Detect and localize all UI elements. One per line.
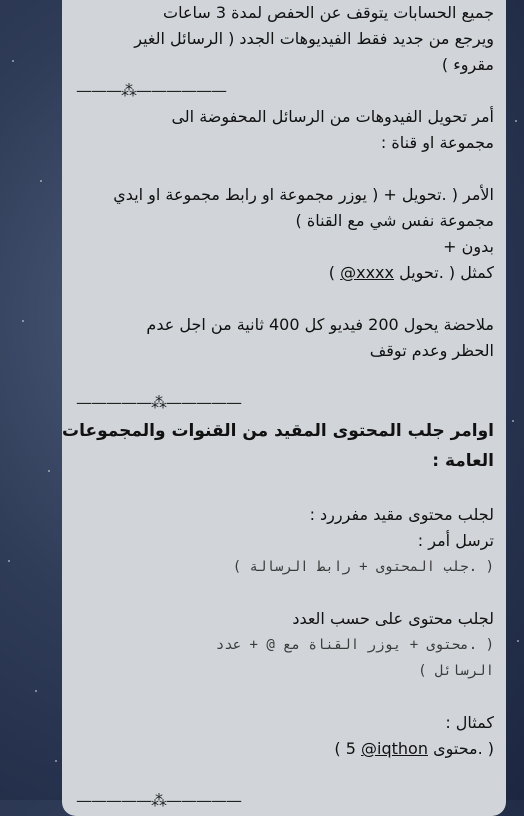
separator: —————⁂—————: [76, 791, 241, 810]
example2-line: [72, 736, 494, 762]
example-line: [72, 260, 494, 286]
count-fetch-command[interactable]: ( .محتوى + يوزر القناة مع @ + عدد: [215, 637, 494, 653]
example-suffix: ): [328, 263, 341, 282]
fetch-title: العامة :: [432, 451, 494, 471]
note-text: الحظر وعدم توقف: [369, 341, 494, 360]
example-mention-link[interactable]: @xxxx: [340, 263, 394, 282]
fetch-title: اوامر جلب المحتوى المقيد من القنوات والمجموعات: [62, 421, 494, 441]
count-fetch-command[interactable]: الرسائل ): [418, 663, 494, 679]
command-text: الأمر ( .تحويل + ( يوزر مجموعة او رابط مجموعة او ايدي: [113, 185, 494, 204]
separator: ———⁂——————: [76, 81, 226, 100]
message-text-line: مقروء ): [441, 55, 494, 74]
message-text-line: ويرجع من جديد فقط الفيديوهات الجدد ( الرسائل الغير: [134, 29, 494, 48]
without-text: بدون +: [443, 237, 494, 256]
example-prefix: كمثل ( .تحويل: [393, 263, 494, 282]
note-text: ملاحضة يحول 200 فيديو كل 400 ثانية من اجل عدم: [146, 315, 494, 334]
single-fetch-text: لجلب محتوى مقيد مفرررد :: [309, 505, 494, 524]
single-fetch-command[interactable]: ( .جلب المحتوى + رابط الرسالة ): [232, 559, 494, 575]
example2-prefix: ( .محتوى: [427, 739, 494, 758]
convert-title: مجموعة او قناة :: [380, 133, 494, 152]
single-fetch-text: ترسل أمر :: [417, 531, 494, 550]
example2-label: كمثال :: [445, 713, 494, 732]
example2-suffix: ): [334, 739, 346, 758]
message-bubble[interactable]: [62, 0, 506, 816]
count-fetch-text: لجلب محتوى على حسب العدد: [292, 609, 494, 628]
example2-number: 5: [345, 739, 362, 758]
message-text-line: جميع الحسابات يتوقف عن الحفص لمدة 3 ساعات: [163, 3, 494, 22]
command-text: مجموعة نفس شي مع القناة ): [295, 211, 494, 230]
convert-title: أمر تحويل الفيدوهات من الرسائل المحفوضة الى: [171, 107, 494, 126]
example2-mention-link[interactable]: @iqthon: [361, 739, 428, 758]
separator: —————⁂—————: [76, 393, 241, 412]
